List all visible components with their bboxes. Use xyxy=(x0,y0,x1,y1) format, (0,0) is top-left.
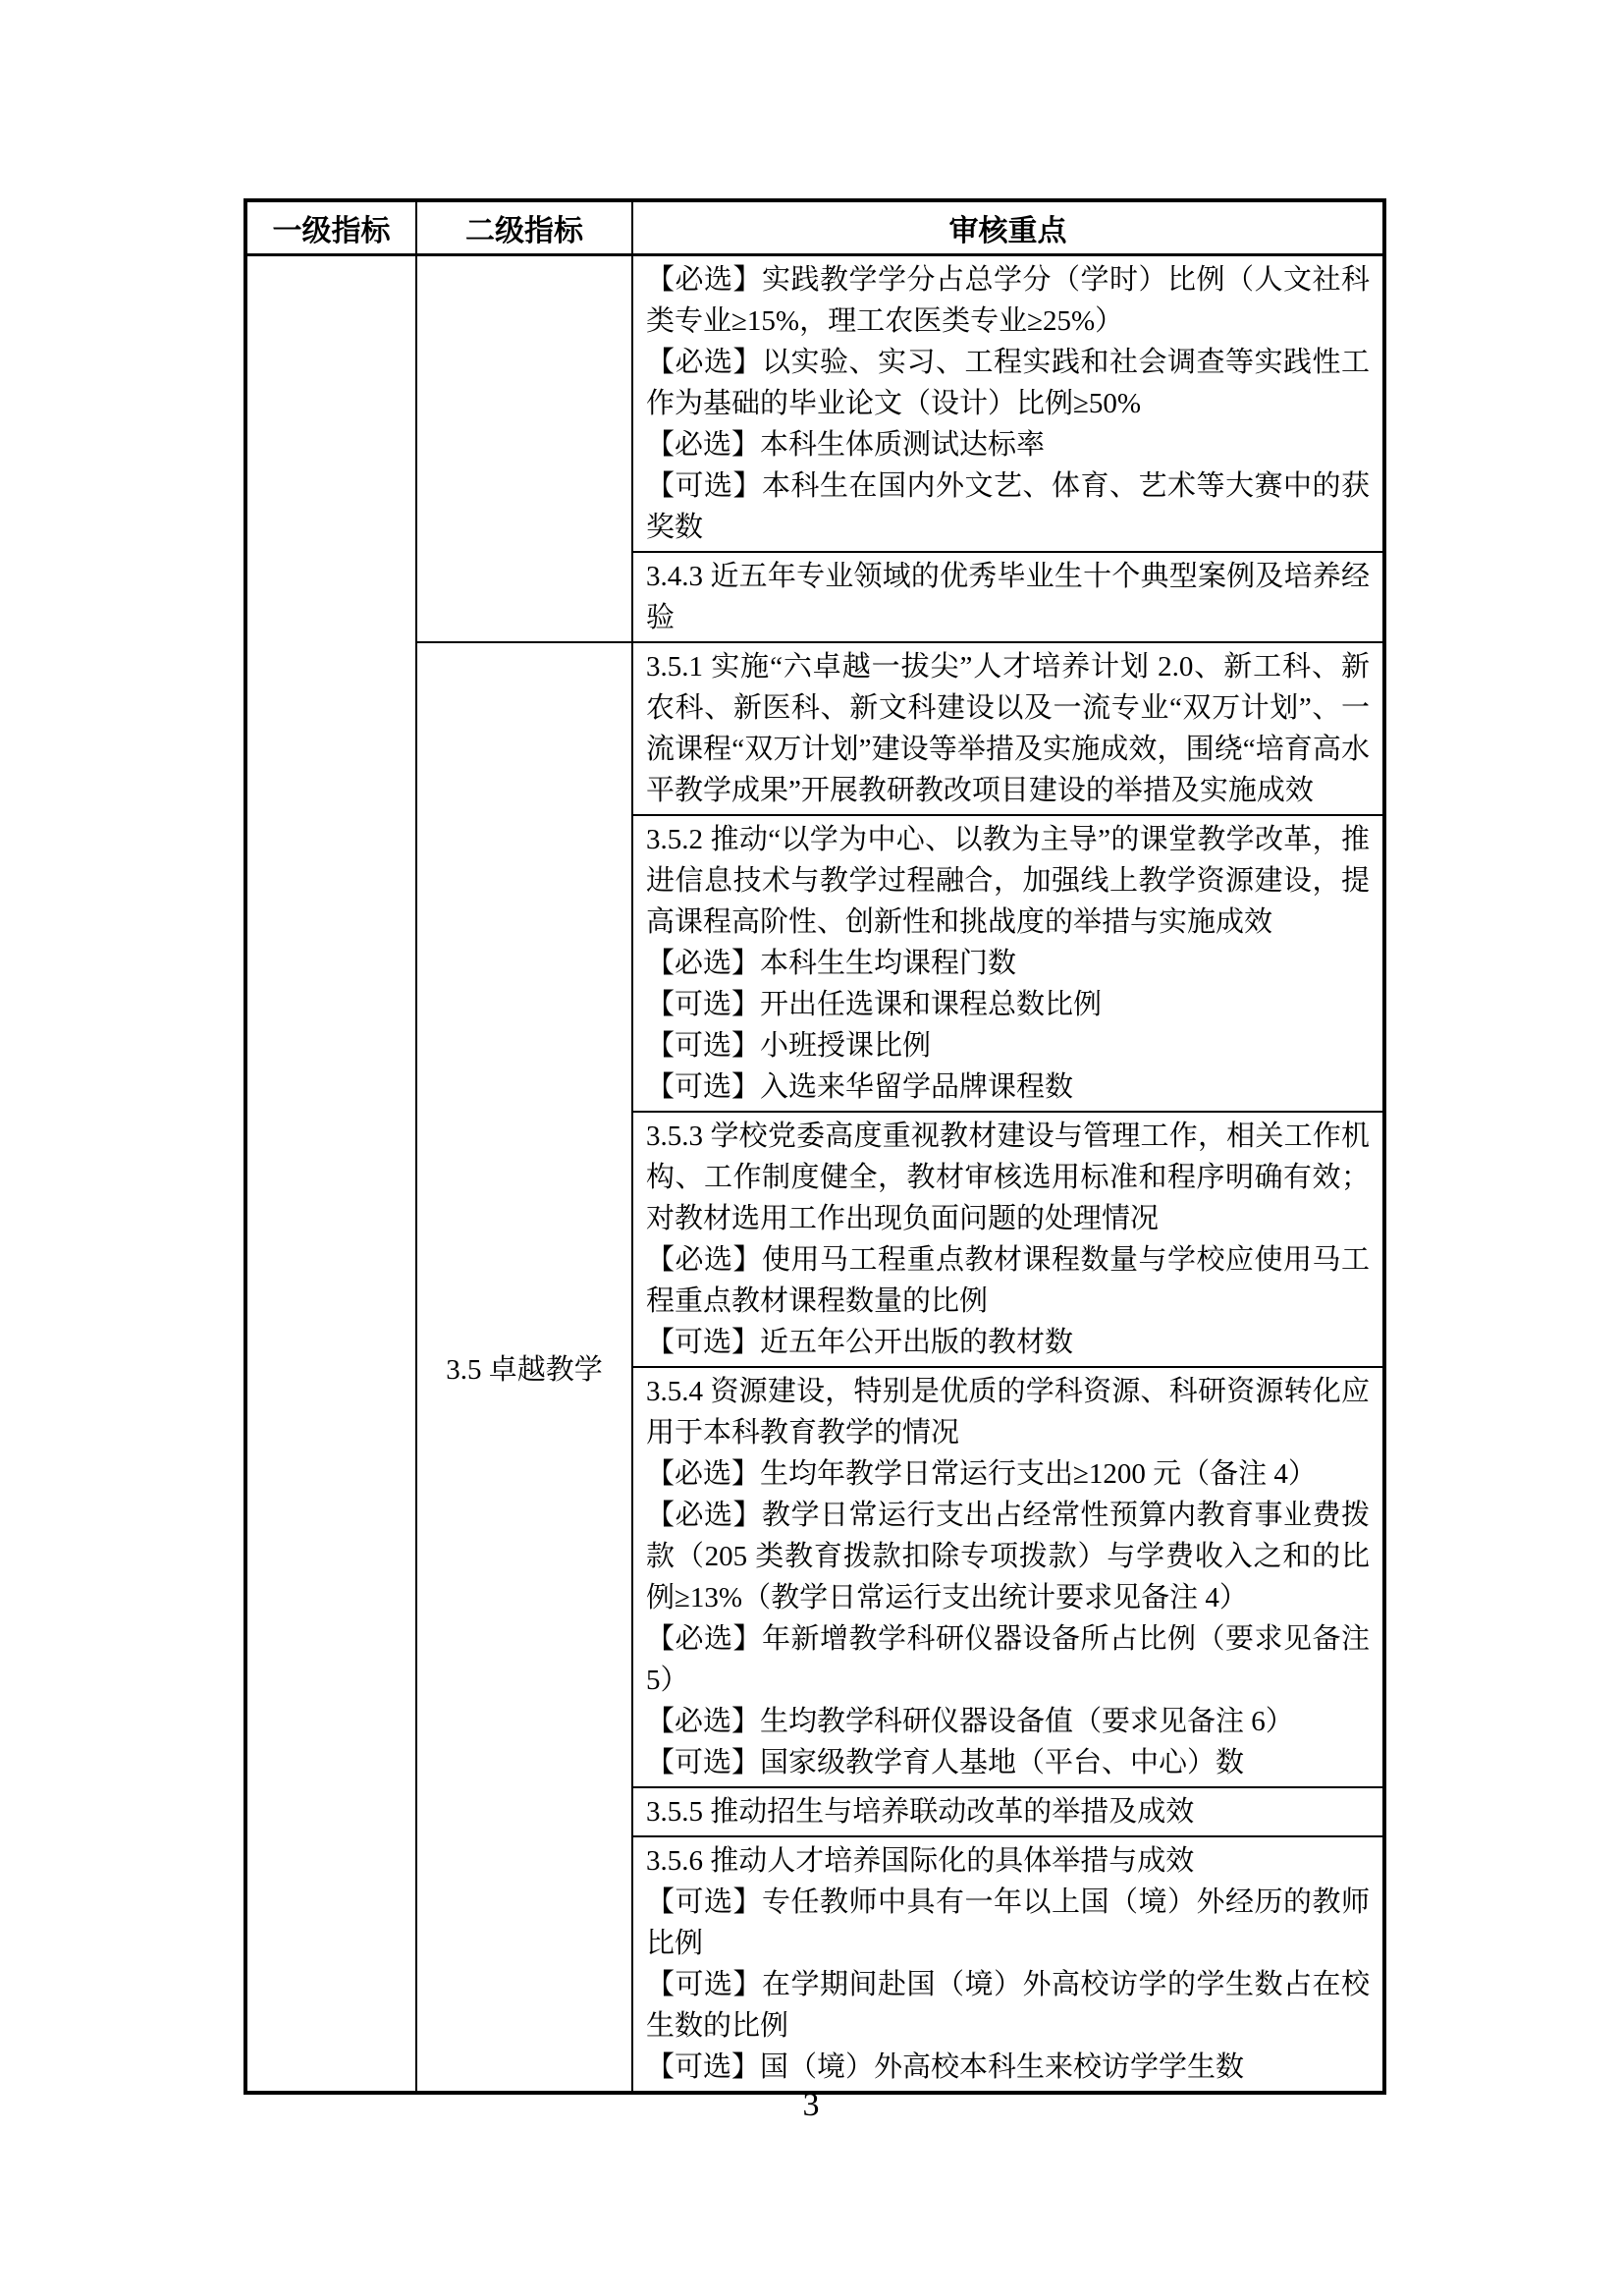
review-item: 【必选】使用马工程重点教材课程数量与学校应使用马工程重点教材课程数量的比例 xyxy=(646,1244,1370,1317)
review-item: 【可选】入选来华留学品牌课程数 xyxy=(646,1071,1074,1103)
review-item: 【必选】教学日常运行支出占经常性预算内教育事业费拨款（205 类教育拨款扣除专项拨款）与学费收入之和的比例≥13%（教学日常运行支出统计要求见备注 4） xyxy=(646,1500,1370,1613)
level2-indicator-cell-3-5: 3.5 卓越教学 xyxy=(416,642,632,2093)
review-cell-3-5-3 xyxy=(632,1112,1384,1367)
review-item: 【必选】年新增教学科研仪器设备所占比例（要求见备注 5） xyxy=(646,1623,1370,1696)
review-cell-3-5-5 xyxy=(632,1787,1384,1836)
review-cell-3-4-3 xyxy=(632,552,1384,642)
review-item: 3.5.6 推动人才培养国际化的具体举措与成效 xyxy=(646,1845,1195,1877)
review-item: 【必选】生均教学科研仪器设备值（要求见备注 6） xyxy=(646,1706,1294,1737)
review-item: 【必选】本科生体质测试达标率 xyxy=(646,429,1046,461)
review-item: 3.5.5 推动招生与培养联动改革的举措及成效 xyxy=(646,1796,1195,1828)
indicator-table xyxy=(243,198,1386,2095)
review-item: 【可选】国（境）外高校本科生来校访学学生数 xyxy=(646,2051,1245,2083)
review-cell-3-5-1 xyxy=(632,642,1384,815)
header-level1-indicator: 一级指标 xyxy=(245,200,416,255)
header-level2-indicator: 二级指标 xyxy=(416,200,632,255)
review-item: 3.5.3 学校党委高度重视教材建设与管理工作，相关工作机构、工作制度健全，教材审核选用标准和程序明确有效；对教材选用工作出现负面问题的处理情况 xyxy=(646,1121,1370,1234)
table-row xyxy=(245,642,1384,815)
header-review-focus: 审核重点 xyxy=(632,200,1384,255)
review-cell-3-5-2 xyxy=(632,815,1384,1112)
review-cell-practice-metrics xyxy=(632,255,1384,553)
review-item: 【可选】开出任选课和课程总数比例 xyxy=(646,989,1103,1020)
level2-indicator-cell-empty xyxy=(416,255,632,643)
page-number: 3 xyxy=(802,2087,820,2123)
review-item: 3.5.4 资源建设，特别是优质的学科资源、科研资源转化应用于本科教育教学的情况 xyxy=(646,1376,1370,1449)
review-item: 【必选】生均年教学日常运行支出≥1200 元（备注 4） xyxy=(646,1458,1317,1490)
review-item: 【可选】在学期间赴国（境）外高校访学的学生数占在校生数的比例 xyxy=(646,1969,1370,2042)
table-row xyxy=(245,255,1384,553)
table-header-row xyxy=(245,200,1384,255)
review-cell-3-5-4 xyxy=(632,1367,1384,1787)
review-item: 【可选】近五年公开出版的教材数 xyxy=(646,1327,1074,1358)
review-cell-3-5-6 xyxy=(632,1836,1384,2093)
review-item: 【可选】国家级教学育人基地（平台、中心）数 xyxy=(646,1747,1245,1778)
review-item: 【必选】实践教学学分占总学分（学时）比例（人文社科类专业≥15%，理工农医类专业≥25%） xyxy=(646,264,1370,337)
review-item: 【必选】本科生生均课程门数 xyxy=(646,948,1017,979)
review-item: 3.5.1 实施“六卓越一拔尖”人才培养计划 2.0、新工科、新农科、新医科、新文科建设以及一流专业“双万计划”、一流课程“双万计划”建设等举措及实施成效，围绕“培育高水平教学成果”开展教研教改项目建设的举措及实施成效 xyxy=(646,651,1370,806)
review-item: 【可选】本科生在国内外文艺、体育、艺术等大赛中的获奖数 xyxy=(646,470,1370,543)
review-item: 【必选】以实验、实习、工程实践和社会调查等实践性工作为基础的毕业论文（设计）比例≥50% xyxy=(646,347,1370,419)
review-item: 【可选】专任教师中具有一年以上国（境）外经历的教师比例 xyxy=(646,1886,1370,1959)
review-item: 【可选】小班授课比例 xyxy=(646,1030,932,1062)
review-item: 3.4.3 近五年专业领域的优秀毕业生十个典型案例及培养经验 xyxy=(646,561,1370,633)
level1-indicator-cell xyxy=(245,255,416,2094)
review-item: 3.5.2 推动“以学为中心、以教为主导”的课堂教学改革，推进信息技术与教学过程融合，加强线上教学资源建设，提高课程高阶性、创新性和挑战度的举措与实施成效 xyxy=(646,824,1370,938)
